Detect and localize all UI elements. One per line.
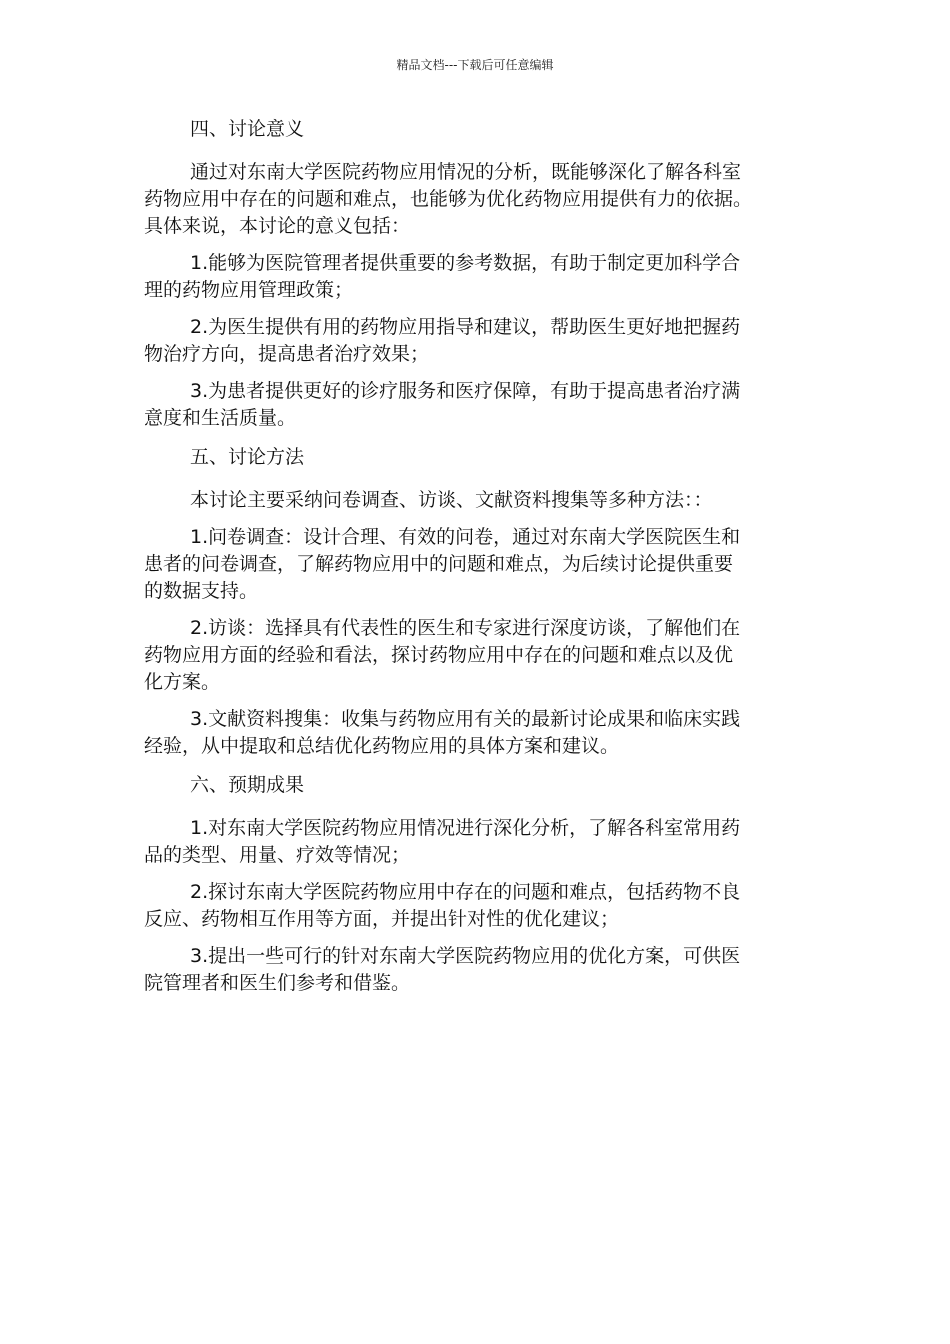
paragraph-line: 反应、药物相互作用等方面，并提出针对性的优化建议； [144, 908, 620, 930]
paragraph-line: 通过对东南大学医院药物应用情况的分析，既能够深化了解各科室 [190, 161, 742, 183]
paragraph-line: 1.能够为医院管理者提供重要的参考数据，有助于制定更加科学合 [190, 252, 741, 274]
section-heading: 六、预期成果 [190, 774, 305, 796]
paragraph-line: 本讨论主要采纳问卷调查、访谈、文献资料搜集等多种方法：： [190, 489, 713, 511]
paragraph-line: 意度和生活质量。 [144, 407, 297, 429]
paragraph [144, 314, 794, 368]
paragraph [144, 487, 794, 514]
paragraph [144, 943, 794, 997]
paragraph-line: 1.对东南大学医院药物应用情况进行深化分析，了解各科室常用药 [190, 817, 741, 839]
paragraph-line: 化方案。 [144, 671, 221, 693]
paragraph-line: 药物应用方面的经验和看法，探讨药物应用中存在的问题和难点以及优 [144, 644, 734, 666]
paragraph-line: 患者的问卷调查，了解药物应用中的问题和难点，为后续讨论提供重要 [144, 553, 734, 575]
paragraph [144, 524, 794, 605]
paragraph-line: 3.为患者提供更好的诊疗服务和医疗保障，有助于提高患者治疗满 [190, 380, 741, 402]
section-heading: 四、讨论意义 [190, 118, 305, 140]
paragraph-line: 品的类型、用量、疗效等情况； [144, 844, 411, 866]
paragraph [144, 378, 794, 432]
page-header: 精品文档---下载后可任意编辑 [396, 58, 554, 72]
paragraph-line: 经验，从中提取和总结优化药物应用的具体方案和建议。 [144, 735, 620, 757]
paragraph-line: 3.提出一些可行的针对东南大学医院药物应用的优化方案，可供医 [190, 945, 741, 967]
paragraph [144, 250, 794, 304]
paragraph-line: 物治疗方向，提高患者治疗效果； [144, 343, 430, 365]
section-heading: 五、讨论方法 [190, 446, 305, 468]
paragraph [144, 879, 794, 933]
paragraph-line: 1.问卷调查：设计合理、有效的问卷，通过对东南大学医院医生和 [190, 526, 741, 548]
document-body [144, 114, 794, 1007]
paragraph-line: 3.文献资料搜集：收集与药物应用有关的最新讨论成果和临床实践 [190, 708, 741, 730]
paragraph-line: 药物应用中存在的问题和难点，也能够为优化药物应用提供有力的依据。 [144, 188, 753, 210]
paragraph [144, 706, 794, 760]
paragraph [144, 615, 794, 696]
paragraph-line: 的数据支持。 [144, 580, 259, 602]
paragraph-line: 具体来说，本讨论的意义包括： [144, 215, 411, 237]
paragraph-line: 理的药物应用管理政策； [144, 279, 354, 301]
paragraph-line: 2.探讨东南大学医院药物应用中存在的问题和难点，包括药物不良 [190, 881, 741, 903]
paragraph-line: 院管理者和医生们参考和借鉴。 [144, 972, 411, 994]
paragraph [144, 159, 794, 240]
paragraph-line: 2.为医生提供有用的药物应用指导和建议，帮助医生更好地把握药 [190, 316, 741, 338]
paragraph-line: 2.访谈：选择具有代表性的医生和专家进行深度访谈，了解他们在 [190, 617, 741, 639]
paragraph [144, 815, 794, 869]
